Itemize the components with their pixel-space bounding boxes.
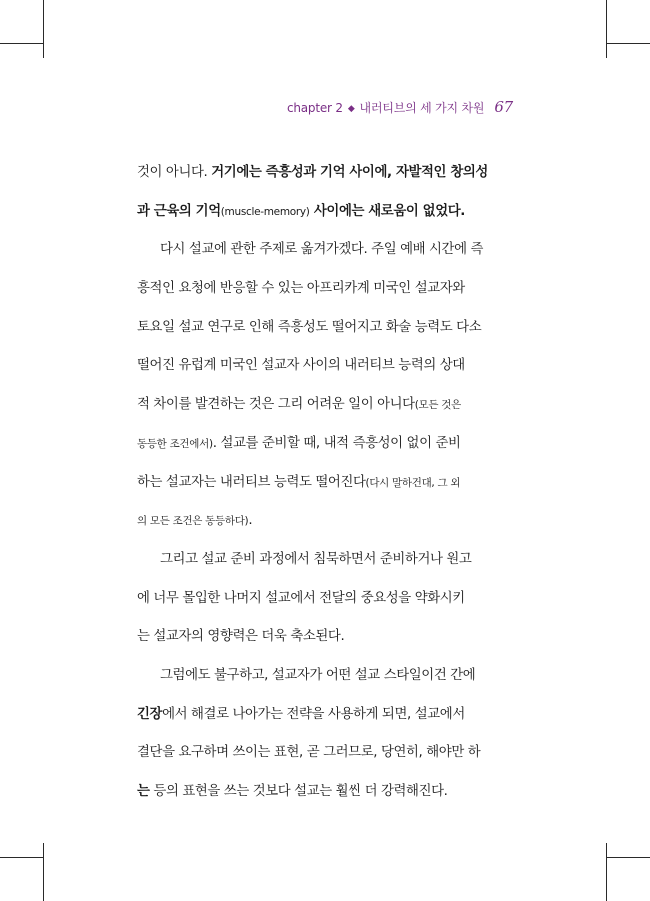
paragraph [137, 547, 514, 663]
text-line [137, 624, 514, 663]
text-line [137, 470, 514, 509]
text-line [137, 508, 514, 547]
text-run: 에 너무 몰입한 나머지 설교에서 전달의 중요성을 약화시키 [137, 590, 465, 606]
text-run: 하는 설교자는 내러티브 능력도 떨어진다 [137, 474, 366, 490]
text-run: 그럼에도 불구하고, 설교자가 어떤 설교 스타일이건 간에 [160, 667, 476, 683]
text-run: 는 설교자의 영향력은 더욱 축소된다. [137, 629, 345, 645]
text-run: 적 차이를 발견하는 것은 그리 어려운 일이 아니다 [137, 397, 415, 413]
text-run: 사이에는 새로움이 없었다. [309, 203, 465, 219]
crop-mark-bottom-right-h [607, 857, 650, 858]
text-run: (muscle-memory) [220, 205, 310, 218]
text-line [137, 431, 514, 470]
text-run: 토요일 설교 연구로 인해 즉흥성도 떨어지고 화술 능력도 다소 [137, 319, 482, 335]
paragraph [137, 663, 514, 818]
text-line [137, 199, 514, 238]
text-run: 는 [137, 784, 150, 799]
text-line [137, 586, 514, 625]
text-line [137, 276, 514, 315]
page-number: 67 [494, 98, 513, 116]
text-line [137, 547, 514, 586]
body-text [137, 160, 514, 818]
crop-mark-top-left-h [0, 43, 43, 44]
text-line [137, 740, 514, 779]
text-line [137, 315, 514, 354]
text-line [137, 392, 514, 431]
text-run: . [248, 513, 253, 529]
text-line [137, 237, 514, 276]
text-run: 결단을 요구하며 쓰이는 표현, 곧 그러므로, 당연히, 해야만 하 [137, 745, 481, 761]
crop-mark-top-right-v [606, 0, 607, 58]
crop-mark-top-left-v [43, 0, 44, 58]
text-run: 흥적인 요청에 반응할 수 있는 아프리카계 미국인 설교자와 [137, 281, 465, 297]
text-run: 동등한 조건에서) [137, 437, 213, 450]
chapter-label: chapter 2 [286, 101, 343, 115]
text-run: 과 근육의 기억 [137, 203, 221, 219]
text-run: 긴장 [137, 706, 163, 722]
text-run: 등의 표현을 쓰는 것보다 설교는 훨씬 더 강력해진다. [149, 784, 448, 799]
running-header [287, 98, 513, 116]
text-run: 그리고 설교 준비 과정에서 침묵하면서 준비하거나 원고 [160, 551, 472, 567]
text-run: (다시 말하건대, 그 외 [365, 476, 461, 489]
text-line [137, 160, 514, 199]
text-run: (모든 것은 [414, 399, 461, 412]
text-run: . 설교를 준비할 때, 내적 즉흥성이 없이 준비 [212, 435, 461, 451]
text-run: 에서 해결로 나아가는 전략을 사용하게 되면, 설교에서 [162, 706, 465, 722]
text-line [137, 663, 514, 702]
crop-mark-bottom-left-v [43, 843, 44, 901]
crop-mark-top-right-h [607, 43, 650, 44]
text-line [137, 702, 514, 741]
text-run: 의 모든 조건은 동등하다) [137, 515, 249, 528]
crop-mark-bottom-left-h [0, 857, 43, 858]
text-run: 다시 설교에 관한 주제로 옮겨가겠다. 주일 예배 시간에 즉 [160, 242, 484, 258]
crop-mark-bottom-right-v [606, 843, 607, 901]
text-run: 거기에는 즉흥성과 기억 사이에, 자발적인 창의성 [211, 165, 488, 180]
paragraph [137, 160, 514, 237]
paragraph [137, 237, 514, 547]
section-title: 내러티브의 세 가지 차원 [359, 101, 485, 115]
text-line [137, 779, 514, 818]
text-run: 떨어진 유럽계 미국인 설교자 사이의 내러티브 능력의 상대 [137, 358, 465, 374]
bullet-diamond-icon: ◆ [347, 104, 355, 114]
text-run: 것이 아니다. [137, 165, 212, 180]
text-line [137, 353, 514, 392]
